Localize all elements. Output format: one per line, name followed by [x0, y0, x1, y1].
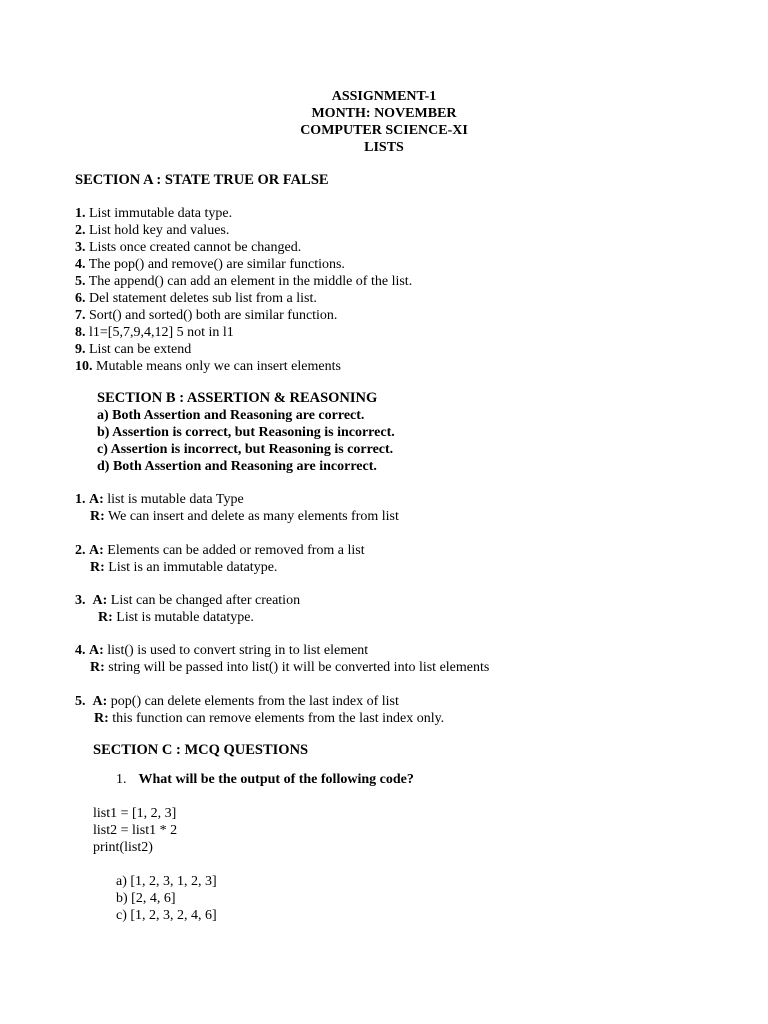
- item-number: 1.: [75, 206, 86, 221]
- section-a-title: SECTION A : STATE TRUE OR FALSE: [75, 172, 329, 188]
- item-text: Sort() and sorted() both are similar function.: [85, 308, 338, 323]
- item-number: 4.: [75, 257, 86, 272]
- reason-text: string will be passed into list() it will be converted into list elements: [104, 660, 490, 675]
- list-item: [75, 307, 412, 324]
- assertion-question: [75, 693, 444, 727]
- question-number: 2.: [75, 543, 86, 558]
- list-item: [75, 222, 412, 239]
- mcq-number: 1.: [116, 772, 127, 787]
- item-number: 3.: [75, 240, 86, 255]
- assertion-line: [75, 592, 300, 609]
- reason-line: [75, 659, 489, 676]
- item-number: 10.: [75, 359, 93, 374]
- item-number: 2.: [75, 223, 86, 238]
- assertion-text: Elements can be added or removed from a list: [103, 543, 365, 558]
- question-number: 5.: [75, 694, 86, 709]
- item-text: l1=[5,7,9,4,12] 5 not in l1: [85, 325, 234, 340]
- reason-line: [75, 508, 399, 525]
- item-number: 6.: [75, 291, 86, 306]
- reason-text: We can insert and delete as many elements from list: [104, 509, 399, 524]
- question-number: 1.: [75, 492, 86, 507]
- list-item: [75, 341, 412, 358]
- mcq-question-line: [116, 771, 414, 788]
- item-number: 7.: [75, 308, 86, 323]
- topic-title: LISTS: [364, 140, 404, 155]
- item-text: List immutable data type.: [85, 206, 233, 221]
- option-a: a) Both Assertion and Reasoning are correct.: [97, 408, 365, 423]
- mcq-option-c: c) [1, 2, 3, 2, 4, 6]: [116, 908, 217, 923]
- reason-label: R:: [90, 660, 105, 675]
- assertion-label: A:: [89, 543, 104, 558]
- reason-line: [75, 710, 444, 727]
- question-number: 4.: [75, 643, 86, 658]
- assignment-title: ASSIGNMENT-1: [331, 89, 437, 104]
- assertion-line: [75, 542, 365, 559]
- question-number: 3.: [75, 593, 86, 608]
- item-text: List can be extend: [85, 342, 192, 357]
- code-block: [93, 805, 177, 856]
- reason-line: [75, 609, 300, 626]
- assertion-text: List can be changed after creation: [107, 593, 301, 608]
- item-text: List hold key and values.: [85, 223, 230, 238]
- item-number: 8.: [75, 325, 86, 340]
- mcq-option-a: a) [1, 2, 3, 1, 2, 3]: [116, 874, 217, 889]
- assertion-text: list() is used to convert string in to list element: [103, 643, 369, 658]
- reason-label: R:: [98, 610, 113, 625]
- code-line: list1 = [1, 2, 3]: [93, 806, 177, 821]
- list-item: [75, 358, 412, 375]
- reason-line: [75, 559, 365, 576]
- section-a-list: [75, 205, 412, 375]
- reason-label: R:: [94, 711, 109, 726]
- assertion-line: [75, 693, 444, 710]
- mcq-options: [116, 873, 217, 924]
- option-b: b) Assertion is correct, but Reasoning is incorrect.: [97, 425, 395, 440]
- assertion-text: list is mutable data Type: [103, 492, 244, 507]
- item-text: Mutable means only we can insert elements: [92, 359, 341, 374]
- section-b-title: SECTION B : ASSERTION & REASONING: [97, 390, 378, 406]
- list-item: [75, 256, 412, 273]
- assertion-label: A:: [92, 694, 108, 709]
- list-item: [75, 205, 412, 222]
- assertion-question: [75, 642, 489, 676]
- reason-label: R:: [90, 509, 105, 524]
- assertion-label: A:: [89, 492, 104, 507]
- option-d: d) Both Assertion and Reasoning are incorrect.: [97, 459, 377, 474]
- assertion-label: A:: [89, 643, 104, 658]
- item-text: The append() can add an element in the middle of the list.: [85, 274, 413, 289]
- item-text: The pop() and remove() are similar functions.: [85, 257, 345, 272]
- code-line: list2 = list1 * 2: [93, 823, 178, 838]
- list-item: [75, 273, 412, 290]
- list-item: [75, 290, 412, 307]
- mcq-text: What will be the output of the following code?: [138, 772, 414, 787]
- list-item: [75, 239, 412, 256]
- assertion-options: [97, 407, 395, 475]
- assertion-question: [75, 491, 399, 525]
- reason-text: this function can remove elements from the last index only.: [108, 711, 445, 726]
- section-c-title: SECTION C : MCQ QUESTIONS: [93, 742, 309, 758]
- month-title: MONTH: NOVEMBER: [311, 106, 457, 121]
- item-number: 9.: [75, 342, 86, 357]
- assertion-text: pop() can delete elements from the last index of list: [107, 694, 399, 709]
- assertion-label: A:: [92, 593, 108, 608]
- assertion-question: [75, 542, 365, 576]
- assertion-line: [75, 491, 399, 508]
- reason-label: R:: [90, 560, 105, 575]
- item-text: Lists once created cannot be changed.: [85, 240, 302, 255]
- option-c: c) Assertion is incorrect, but Reasoning is correct.: [97, 442, 394, 457]
- mcq-option-b: b) [2, 4, 6]: [116, 891, 176, 906]
- assertion-line: [75, 642, 489, 659]
- assertion-question: [75, 592, 300, 626]
- reason-text: List is mutable datatype.: [112, 610, 254, 625]
- list-item: [75, 324, 412, 341]
- mcq-question: [116, 771, 414, 788]
- code-line: print(list2): [93, 840, 153, 855]
- reason-text: List is an immutable datatype.: [104, 560, 278, 575]
- subject-title: COMPUTER SCIENCE-XI: [300, 123, 468, 138]
- item-text: Del statement deletes sub list from a list.: [85, 291, 317, 306]
- document-header: [0, 88, 768, 156]
- item-number: 5.: [75, 274, 86, 289]
